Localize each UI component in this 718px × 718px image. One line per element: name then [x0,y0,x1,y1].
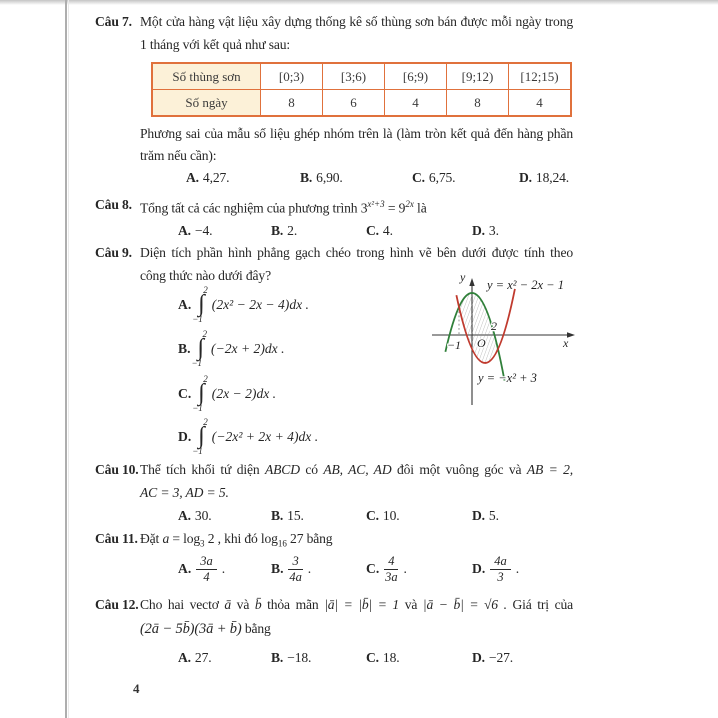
curve-top-equation: y = x² − 2x − 1 [487,278,564,292]
option-a-integral: A. 2 ∫ −1 (2x² − 2x − 4)dx . [178,285,309,324]
question-12-line1 [0,596,718,616]
question-10-line2: AC = 3, AD = 5. [140,485,229,500]
option-d: D. 18,24. [519,170,570,185]
option-d: D. 3. [472,223,499,238]
question-7-line3: Phương sai của mẫu số liệu ghép nhóm trên là (làm tròn kết quả đến hàng phần [140,126,573,141]
question-7-label: Câu 7. [95,14,132,29]
x-axis-label: x [563,336,569,350]
integral-sign: 2 ∫ −1 [192,285,208,324]
table-cell: [9;12) [447,63,509,90]
table-cell: 6 [323,90,385,117]
question-9-label: Câu 9. [95,245,132,260]
option-b-fraction: B. $\frac{3}{4a}$ . [271,553,312,584]
question-7-line4: trăm nếu cần): [140,148,217,163]
scan-top-shadow [0,0,718,5]
question-10-label: Câu 10. [95,462,139,477]
graph-figure [425,265,585,415]
tick-neg1: −1 [446,338,462,352]
option-d-fraction: D. $\frac{4a}{3}$ . [472,553,520,584]
question-12-text: Cho hai vectơ ā và b̄ thỏa mãn |ā| = |b̄| = 1 và |ā − b̄| = √6 . Giá trị của [140,597,573,612]
table-header-cell: Số ngày [152,90,261,117]
option-d: D. 5. [472,508,499,523]
question-12-line2: (2ā − 5b̄)(3ā + b̄) bằng [140,621,271,637]
option-a: A. 27. [178,650,212,665]
question-10-line1 [0,461,718,481]
table-cell: 4 [385,90,447,117]
table-cell: [3;6) [323,63,385,90]
option-d-integral: D. 2 ∫ −1 (−2x² + 2x + 4)dx . [178,417,319,456]
origin-label: O [477,336,486,350]
option-a: A. 4,27. [186,170,230,185]
table-cell: 4 [509,90,572,117]
question-9-line1: Câu 9. Diện tích phần hình phẳng gạch chéo trong hình vẽ bên dưới được tính theo [95,245,573,260]
tick-2: 2 [491,319,497,333]
table-row [152,63,571,90]
question-10-text: Thể tích khối tứ diện ABCD có AB, AC, AD đôi một vuông góc và AB = 2, [140,462,574,477]
option-b: B. 2. [271,223,298,238]
option-a: A. 30. [178,508,212,523]
question-11-text: Đặt $a = \log_3 2$ , khi đó $\log_{16} 27$ bằng [140,531,333,549]
option-b: B. 6,90. [300,170,343,185]
table-cell: [12;15) [509,63,572,90]
page-number: 4 [133,681,140,696]
curve-bottom-equation: y = −x² + 3 [478,371,537,385]
option-c-integral: C. 2 ∫ −1 (2x − 2)dx . [178,374,277,413]
question-9-line2: công thức nào dưới đây? [140,268,271,283]
question-8-options [0,222,718,242]
question-12-label: Câu 12. [95,597,139,612]
question-8-line1 [0,196,718,216]
option-c-fraction: C. $\frac{4}{3a}$ . [366,553,407,584]
question-11-line1 [0,530,718,550]
question-8-text: Tổng tất cả các nghiệm của phương trình $3^{x^2+3} = 9^{2x}$ là [140,199,427,216]
table-cell: [0;3) [261,63,323,90]
integral-sign: 2 ∫ −1 [191,329,207,368]
table-cell: [6;9) [385,63,447,90]
option-b: B. −18. [271,650,312,665]
table-cell: 8 [447,90,509,117]
stats-table [151,62,572,117]
option-c: C. 10. [366,508,400,523]
table-row [152,90,571,117]
question-7-line2: 1 tháng với kết quả như sau: [140,37,291,52]
option-a-fraction: A. $\frac{3a}{4}$ . [178,553,226,584]
y-axis-label: y [460,270,466,284]
option-b-integral: B. 2 ∫ −1 (−2x + 2)dx . [178,329,285,368]
question-11-label: Câu 11. [95,531,138,546]
question-7-line1 [0,13,718,33]
table-cell: 8 [261,90,323,117]
option-a: A. −4. [178,223,213,238]
y-axis-arrow [469,278,474,286]
option-c: C. 18. [366,650,400,665]
question-7-text: Một cửa hàng vật liệu xây dựng thống kê số thùng sơn bán được mỗi ngày trong [140,14,573,29]
question-10-options [0,507,718,527]
question-7-options [0,169,718,189]
option-c: C. 6,75. [412,170,456,185]
question-8-label: Câu 8. [95,197,132,212]
table-header-cell: Số thùng sơn [152,63,261,90]
integral-sign: 2 ∫ −1 [192,417,208,456]
question-12-options [0,649,718,669]
integral-sign: 2 ∫ −1 [192,374,208,413]
option-b: B. 15. [271,508,304,523]
option-c: C. 4. [366,223,393,238]
option-d: D. −27. [472,650,513,665]
